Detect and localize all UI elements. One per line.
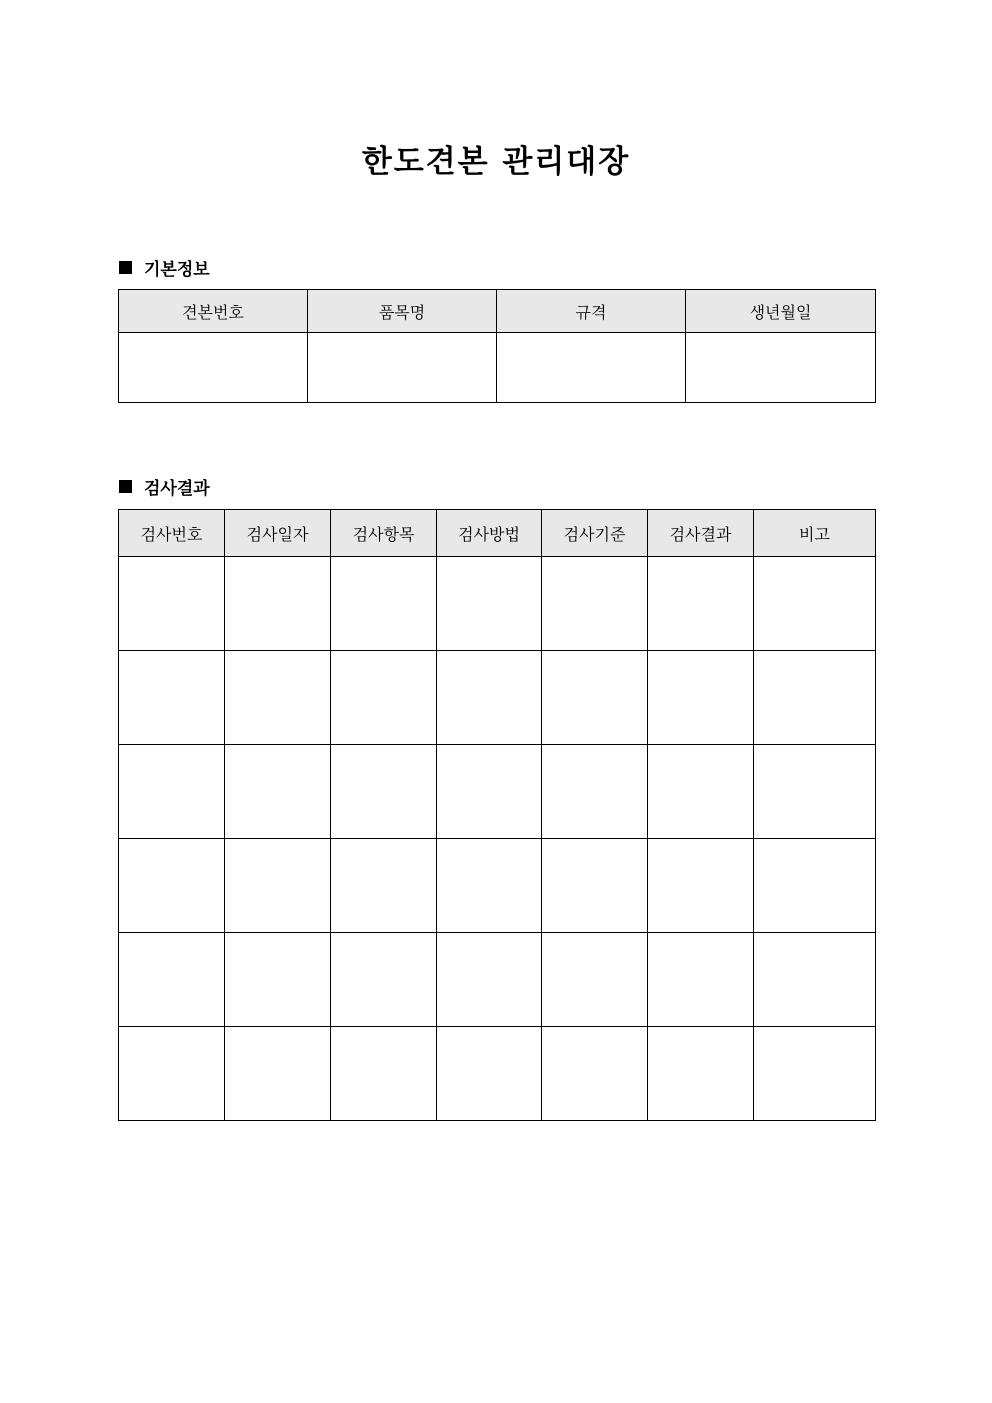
table-cell[interactable] — [331, 651, 437, 745]
square-bullet-icon — [119, 480, 132, 493]
basic-info-table — [118, 289, 876, 403]
header-birth-date: 생년월일 — [686, 290, 876, 333]
table-cell[interactable] — [119, 651, 225, 745]
header-inspection-result: 검사결과 — [648, 510, 754, 557]
table-cell[interactable] — [437, 839, 542, 933]
square-bullet-icon — [119, 261, 132, 274]
header-remarks: 비고 — [754, 510, 876, 557]
table-cell[interactable] — [542, 933, 648, 1027]
header-inspection-item: 검사항목 — [331, 510, 437, 557]
inspection-results-table — [118, 509, 876, 1121]
cell-birth-date[interactable] — [686, 333, 876, 403]
table-cell[interactable] — [648, 1027, 754, 1121]
table-cell[interactable] — [119, 839, 225, 933]
header-inspection-number: 검사번호 — [119, 510, 225, 557]
table-cell[interactable] — [542, 1027, 648, 1121]
table-cell[interactable] — [754, 651, 876, 745]
table-header-row — [119, 510, 876, 557]
table-cell[interactable] — [754, 1027, 876, 1121]
table-cell[interactable] — [119, 1027, 225, 1121]
table-row — [119, 333, 876, 403]
table-cell[interactable] — [754, 933, 876, 1027]
table-cell[interactable] — [542, 745, 648, 839]
table-cell[interactable] — [119, 933, 225, 1027]
table-cell[interactable] — [437, 933, 542, 1027]
table-cell[interactable] — [331, 745, 437, 839]
table-cell[interactable] — [648, 839, 754, 933]
table-cell[interactable] — [331, 839, 437, 933]
page-title: 한도견본 관리대장 — [361, 144, 631, 180]
table-cell[interactable] — [542, 651, 648, 745]
table-cell[interactable] — [437, 1027, 542, 1121]
table-cell[interactable] — [119, 745, 225, 839]
header-inspection-date: 검사일자 — [225, 510, 331, 557]
table-cell[interactable] — [542, 557, 648, 651]
table-cell[interactable] — [331, 933, 437, 1027]
table-cell[interactable] — [331, 557, 437, 651]
header-sample-number: 견본번호 — [119, 290, 308, 333]
table-row — [119, 1027, 876, 1121]
header-specification: 규격 — [497, 290, 686, 333]
table-cell[interactable] — [331, 1027, 437, 1121]
table-row — [119, 745, 876, 839]
cell-specification[interactable] — [497, 333, 686, 403]
section-heading-label: 검사결과 — [144, 479, 210, 499]
header-inspection-method: 검사방법 — [437, 510, 542, 557]
table-cell[interactable] — [648, 745, 754, 839]
header-item-name: 품목명 — [308, 290, 497, 333]
section-heading-inspection — [119, 474, 210, 499]
table-cell[interactable] — [437, 651, 542, 745]
table-cell[interactable] — [119, 557, 225, 651]
section-heading-basic-info — [119, 255, 210, 280]
cell-item-name[interactable] — [308, 333, 497, 403]
table-cell[interactable] — [225, 839, 331, 933]
header-inspection-criteria: 검사기준 — [542, 510, 648, 557]
table-cell[interactable] — [225, 651, 331, 745]
table-cell[interactable] — [225, 557, 331, 651]
table-cell[interactable] — [225, 933, 331, 1027]
table-header-row — [119, 290, 876, 333]
table-cell[interactable] — [648, 933, 754, 1027]
table-row — [119, 557, 876, 651]
table-row — [119, 839, 876, 933]
cell-sample-number[interactable] — [119, 333, 308, 403]
table-row — [119, 933, 876, 1027]
table-cell[interactable] — [437, 745, 542, 839]
table-cell[interactable] — [542, 839, 648, 933]
section-heading-label: 기본정보 — [144, 260, 210, 280]
table-cell[interactable] — [437, 557, 542, 651]
table-cell[interactable] — [648, 651, 754, 745]
table-cell[interactable] — [225, 1027, 331, 1121]
table-row — [119, 651, 876, 745]
table-cell[interactable] — [754, 745, 876, 839]
table-cell[interactable] — [648, 557, 754, 651]
table-cell[interactable] — [754, 839, 876, 933]
table-cell[interactable] — [754, 557, 876, 651]
table-cell[interactable] — [225, 745, 331, 839]
